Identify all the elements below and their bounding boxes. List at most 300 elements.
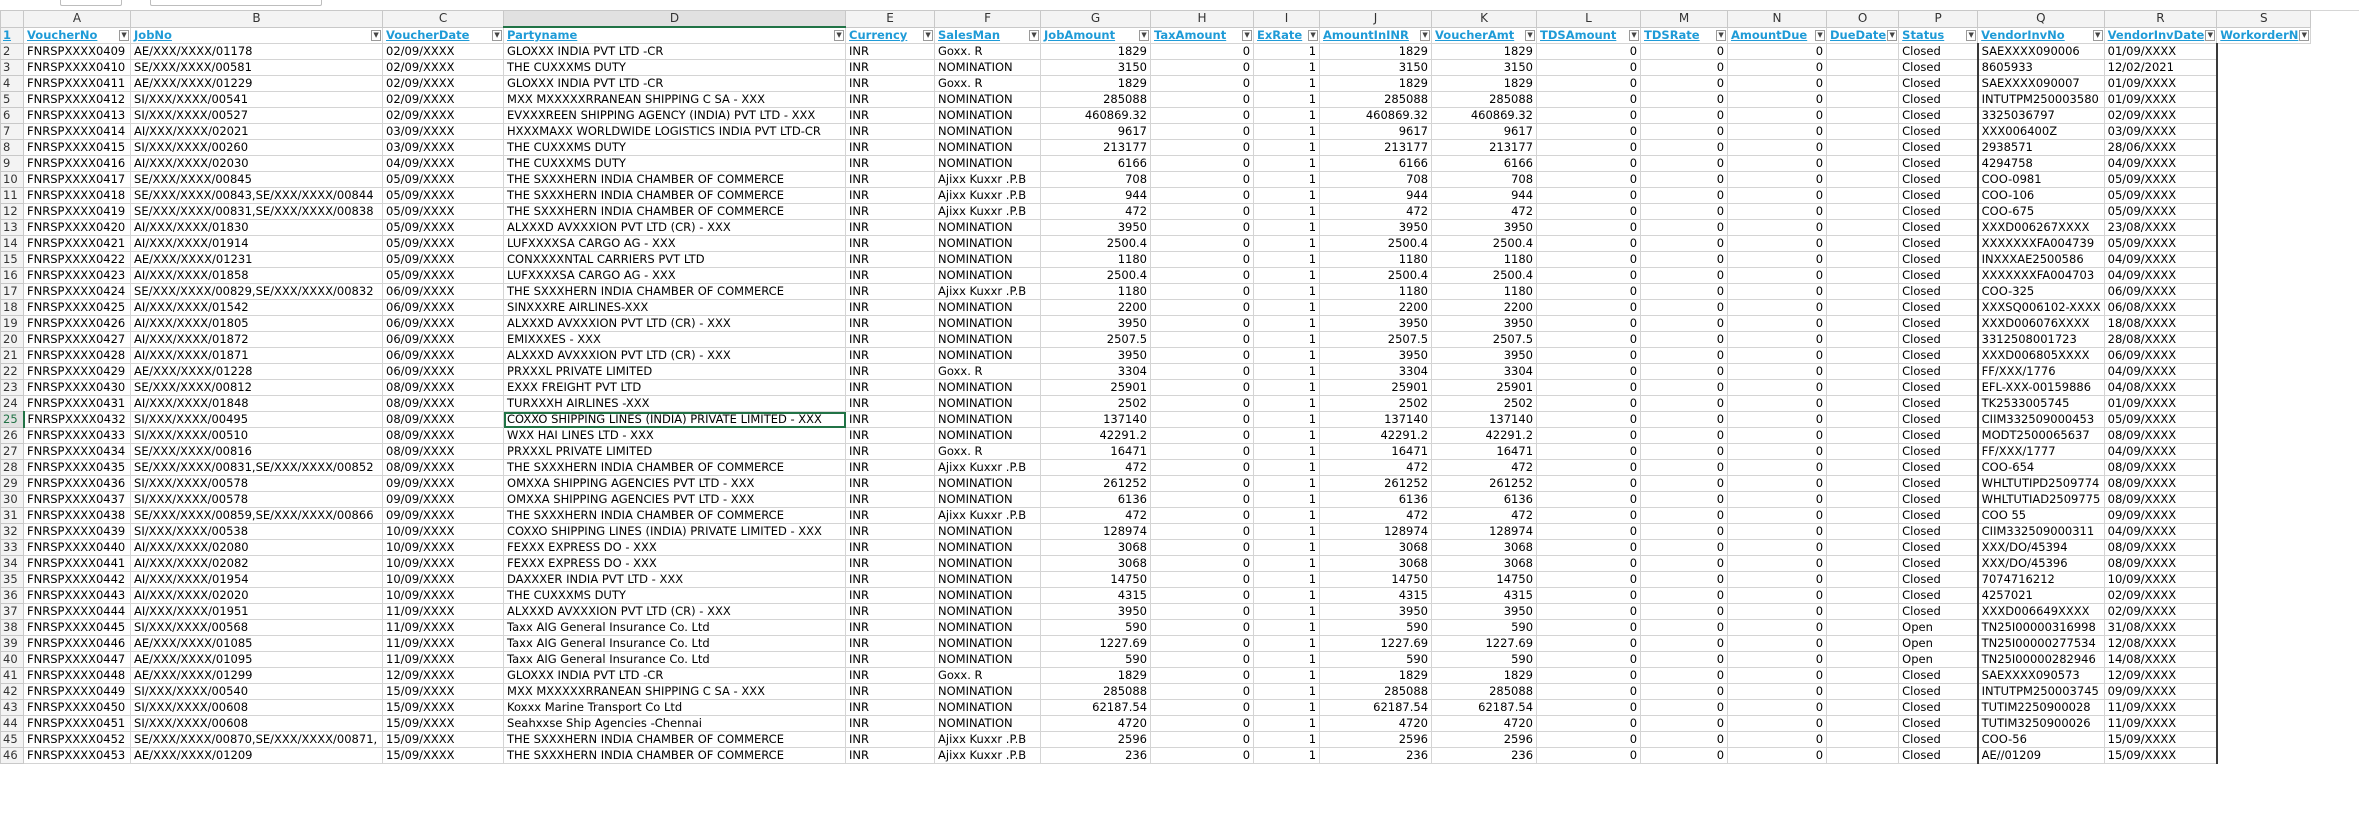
cell-voucherdate[interactable]: 09/09/XXXX	[383, 508, 504, 524]
cell-voucherdate[interactable]: 02/09/XXXX	[383, 44, 504, 60]
cell-vendorinvdate[interactable]: 08/09/XXXX	[2104, 492, 2217, 508]
cell-tdsrate[interactable]: 0	[1641, 124, 1728, 140]
cell-tdsrate[interactable]: 0	[1641, 364, 1728, 380]
cell-salesman[interactable]: NOMINATION	[935, 524, 1041, 540]
cell-duedate[interactable]	[1827, 700, 1899, 716]
cell-voucherdate[interactable]: 11/09/XXXX	[383, 604, 504, 620]
row-number[interactable]: 12	[1, 204, 24, 220]
cell-jobamount[interactable]: 213177	[1041, 140, 1151, 156]
cell-tdsamount[interactable]: 0	[1537, 620, 1641, 636]
cell-voucherno[interactable]: FNRSPXXXX0453	[24, 748, 131, 764]
cell-exrate[interactable]: 1	[1254, 92, 1320, 108]
cell-status[interactable]: Closed	[1899, 540, 1978, 556]
cell-jobno[interactable]: SE/XXX/XXXX/00581	[131, 60, 383, 76]
cell-voucheramt[interactable]: 944	[1432, 188, 1537, 204]
cell-jobamount[interactable]: 944	[1041, 188, 1151, 204]
cell-taxamount[interactable]: 0	[1151, 700, 1254, 716]
cell-amountdue[interactable]: 0	[1728, 748, 1827, 764]
cell-amountdue[interactable]: 0	[1728, 220, 1827, 236]
cell-amountininr[interactable]: 236	[1320, 748, 1432, 764]
cell-amountininr[interactable]: 2502	[1320, 396, 1432, 412]
cell-salesman[interactable]: NOMINATION	[935, 428, 1041, 444]
cell-jobamount[interactable]: 472	[1041, 508, 1151, 524]
cell-voucherdate[interactable]: 05/09/XXXX	[383, 252, 504, 268]
row-number[interactable]: 23	[1, 380, 24, 396]
cell-taxamount[interactable]: 0	[1151, 492, 1254, 508]
cell-taxamount[interactable]: 0	[1151, 508, 1254, 524]
cell-tdsrate[interactable]: 0	[1641, 492, 1728, 508]
cell-jobno[interactable]: SE/XXX/XXXX/00812	[131, 380, 383, 396]
column-header-s[interactable]: S	[2217, 11, 2311, 28]
cell-duedate[interactable]	[1827, 188, 1899, 204]
cell-exrate[interactable]: 1	[1254, 236, 1320, 252]
cell-vendorinvdate[interactable]: 03/09/XXXX	[2104, 124, 2217, 140]
cell-salesman[interactable]: Ajixx Kuxxr .P.B	[935, 204, 1041, 220]
cell-amountininr[interactable]: 3150	[1320, 60, 1432, 76]
cell-taxamount[interactable]: 0	[1151, 92, 1254, 108]
column-header-l[interactable]: L	[1537, 11, 1641, 28]
cell-duedate[interactable]	[1827, 140, 1899, 156]
cell-voucheramt[interactable]: 1180	[1432, 252, 1537, 268]
cell-currency[interactable]: INR	[846, 572, 935, 588]
cell-currency[interactable]: INR	[846, 300, 935, 316]
cell-taxamount[interactable]: 0	[1151, 524, 1254, 540]
row-number[interactable]: 15	[1, 252, 24, 268]
cell-taxamount[interactable]: 0	[1151, 108, 1254, 124]
cell-partyname[interactable]: MXX MXXXXXRRANEAN SHIPPING C SA - XXX	[504, 684, 846, 700]
cell-duedate[interactable]	[1827, 364, 1899, 380]
cell-vendorinvno[interactable]: 3325036797	[1978, 108, 2104, 124]
cell-jobamount[interactable]: 1180	[1041, 252, 1151, 268]
cell-amountdue[interactable]: 0	[1728, 444, 1827, 460]
cell-tdsamount[interactable]: 0	[1537, 140, 1641, 156]
cell-currency[interactable]: INR	[846, 668, 935, 684]
cell-status[interactable]: Closed	[1899, 492, 1978, 508]
cell-voucheramt[interactable]: 42291.2	[1432, 428, 1537, 444]
cell-amountdue[interactable]: 0	[1728, 540, 1827, 556]
cell-duedate[interactable]	[1827, 156, 1899, 172]
cell-currency[interactable]: INR	[846, 268, 935, 284]
header-cell-vendorinvno[interactable]	[1978, 27, 2104, 44]
cell-voucheramt[interactable]: 25901	[1432, 380, 1537, 396]
cell-jobamount[interactable]: 261252	[1041, 476, 1151, 492]
cell-taxamount[interactable]: 0	[1151, 316, 1254, 332]
cell-duedate[interactable]	[1827, 620, 1899, 636]
cell-tdsamount[interactable]: 0	[1537, 348, 1641, 364]
cell-tdsamount[interactable]: 0	[1537, 124, 1641, 140]
cell-voucherno[interactable]: FNRSPXXXX0432	[24, 412, 131, 428]
cell-currency[interactable]: INR	[846, 476, 935, 492]
cell-jobno[interactable]: SE/XXX/XXXX/00816	[131, 444, 383, 460]
cell-voucheramt[interactable]: 3150	[1432, 60, 1537, 76]
cell-salesman[interactable]: Goxx. R	[935, 76, 1041, 92]
cell-tdsamount[interactable]: 0	[1537, 396, 1641, 412]
cell-vendorinvno[interactable]: 8605933	[1978, 60, 2104, 76]
cell-vendorinvno[interactable]: TN25I00000277534	[1978, 636, 2104, 652]
cell-tdsrate[interactable]: 0	[1641, 252, 1728, 268]
cell-amountininr[interactable]: 9617	[1320, 124, 1432, 140]
cell-voucherdate[interactable]: 08/09/XXXX	[383, 428, 504, 444]
cell-voucherno[interactable]: FNRSPXXXX0444	[24, 604, 131, 620]
cell-vendorinvdate[interactable]: 12/08/XXXX	[2104, 636, 2217, 652]
cell-partyname[interactable]: THE SXXXHERN INDIA CHAMBER OF COMMERCE	[504, 508, 846, 524]
cell-vendorinvdate[interactable]: 01/09/XXXX	[2104, 396, 2217, 412]
cell-jobno[interactable]: SE/XXX/XXXX/00845	[131, 172, 383, 188]
cell-exrate[interactable]: 1	[1254, 636, 1320, 652]
cell-taxamount[interactable]: 0	[1151, 460, 1254, 476]
row-number[interactable]: 1	[1, 27, 24, 44]
cell-tdsamount[interactable]: 0	[1537, 156, 1641, 172]
cell-amountdue[interactable]: 0	[1728, 316, 1827, 332]
row-number[interactable]: 41	[1, 668, 24, 684]
cell-duedate[interactable]	[1827, 492, 1899, 508]
cell-vendorinvno[interactable]: COO-0981	[1978, 172, 2104, 188]
header-cell-amountdue[interactable]	[1728, 27, 1827, 44]
cell-vendorinvno[interactable]: TN25I00000282946	[1978, 652, 2104, 668]
cell-currency[interactable]: INR	[846, 364, 935, 380]
cell-jobno[interactable]: SI/XXX/XXXX/00260	[131, 140, 383, 156]
cell-tdsrate[interactable]: 0	[1641, 476, 1728, 492]
cell-voucheramt[interactable]: 2596	[1432, 732, 1537, 748]
cell-jobno[interactable]: AI/XXX/XXXX/01951	[131, 604, 383, 620]
cell-salesman[interactable]: NOMINATION	[935, 348, 1041, 364]
cell-currency[interactable]: INR	[846, 444, 935, 460]
cell-taxamount[interactable]: 0	[1151, 348, 1254, 364]
cell-voucheramt[interactable]: 708	[1432, 172, 1537, 188]
cell-salesman[interactable]: NOMINATION	[935, 380, 1041, 396]
cell-amountdue[interactable]: 0	[1728, 44, 1827, 60]
cell-taxamount[interactable]: 0	[1151, 252, 1254, 268]
cell-taxamount[interactable]: 0	[1151, 556, 1254, 572]
cell-tdsamount[interactable]: 0	[1537, 604, 1641, 620]
filter-dropdown-icon[interactable]: ▼	[2299, 30, 2309, 41]
cell-vendorinvdate[interactable]: 15/09/XXXX	[2104, 748, 2217, 764]
cell-voucheramt[interactable]: 2500.4	[1432, 236, 1537, 252]
cell-voucherdate[interactable]: 06/09/XXXX	[383, 300, 504, 316]
filter-dropdown-icon[interactable]: ▼	[1139, 30, 1149, 41]
cell-voucherdate[interactable]: 11/09/XXXX	[383, 620, 504, 636]
cell-partyname[interactable]: THE SXXXHERN INDIA CHAMBER OF COMMERCE	[504, 732, 846, 748]
cell-voucheramt[interactable]: 590	[1432, 620, 1537, 636]
cell-jobno[interactable]: SI/XXX/XXXX/00510	[131, 428, 383, 444]
cell-exrate[interactable]: 1	[1254, 508, 1320, 524]
cell-partyname[interactable]: GLOXXX INDIA PVT LTD -CR	[504, 76, 846, 92]
filter-dropdown-icon[interactable]: ▼	[923, 30, 933, 41]
cell-tdsamount[interactable]: 0	[1537, 476, 1641, 492]
cell-partyname[interactable]: OMXXA SHIPPING AGENCIES PVT LTD - XXX	[504, 492, 846, 508]
cell-voucherno[interactable]: FNRSPXXXX0419	[24, 204, 131, 220]
cell-voucherdate[interactable]: 10/09/XXXX	[383, 524, 504, 540]
cell-voucherdate[interactable]: 11/09/XXXX	[383, 636, 504, 652]
row-number[interactable]: 36	[1, 588, 24, 604]
filter-dropdown-icon[interactable]: ▼	[371, 30, 381, 41]
cell-salesman[interactable]: NOMINATION	[935, 716, 1041, 732]
cell-currency[interactable]: INR	[846, 620, 935, 636]
cell-vendorinvno[interactable]: XXXD006267XXXX	[1978, 220, 2104, 236]
cell-voucherdate[interactable]: 11/09/XXXX	[383, 652, 504, 668]
cell-voucherno[interactable]: FNRSPXXXX0415	[24, 140, 131, 156]
cell-jobamount[interactable]: 3950	[1041, 316, 1151, 332]
cell-tdsrate[interactable]: 0	[1641, 588, 1728, 604]
cell-jobamount[interactable]: 236	[1041, 748, 1151, 764]
cell-amountdue[interactable]: 0	[1728, 476, 1827, 492]
cell-amountininr[interactable]: 16471	[1320, 444, 1432, 460]
cell-jobamount[interactable]: 25901	[1041, 380, 1151, 396]
cell-amountdue[interactable]: 0	[1728, 524, 1827, 540]
cell-voucherno[interactable]: FNRSPXXXX0452	[24, 732, 131, 748]
cell-voucherno[interactable]: FNRSPXXXX0411	[24, 76, 131, 92]
cell-tdsrate[interactable]: 0	[1641, 220, 1728, 236]
cell-taxamount[interactable]: 0	[1151, 444, 1254, 460]
cell-vendorinvdate[interactable]: 18/08/XXXX	[2104, 316, 2217, 332]
cell-vendorinvno[interactable]: XXX/DO/45394	[1978, 540, 2104, 556]
cell-voucherno[interactable]: FNRSPXXXX0418	[24, 188, 131, 204]
row-number[interactable]: 35	[1, 572, 24, 588]
cell-duedate[interactable]	[1827, 204, 1899, 220]
cell-taxamount[interactable]: 0	[1151, 476, 1254, 492]
cell-jobamount[interactable]: 3950	[1041, 348, 1151, 364]
cell-status[interactable]: Closed	[1899, 108, 1978, 124]
cell-vendorinvno[interactable]: SAEXXXX090006	[1978, 44, 2104, 60]
cell-status[interactable]: Closed	[1899, 604, 1978, 620]
cell-voucherdate[interactable]: 06/09/XXXX	[383, 316, 504, 332]
cell-taxamount[interactable]: 0	[1151, 732, 1254, 748]
cell-voucherdate[interactable]: 10/09/XXXX	[383, 588, 504, 604]
cell-jobno[interactable]: AE/XXX/XXXX/01228	[131, 364, 383, 380]
cell-duedate[interactable]	[1827, 124, 1899, 140]
cell-amountininr[interactable]: 2500.4	[1320, 268, 1432, 284]
cell-status[interactable]: Closed	[1899, 156, 1978, 172]
cell-tdsrate[interactable]: 0	[1641, 156, 1728, 172]
cell-duedate[interactable]	[1827, 716, 1899, 732]
cell-tdsrate[interactable]: 0	[1641, 204, 1728, 220]
cell-tdsamount[interactable]: 0	[1537, 108, 1641, 124]
cell-salesman[interactable]: NOMINATION	[935, 332, 1041, 348]
cell-vendorinvdate[interactable]: 12/09/XXXX	[2104, 668, 2217, 684]
cell-salesman[interactable]: NOMINATION	[935, 300, 1041, 316]
row-number[interactable]: 14	[1, 236, 24, 252]
cell-voucheramt[interactable]: 3950	[1432, 604, 1537, 620]
cell-jobamount[interactable]: 285088	[1041, 684, 1151, 700]
cell-exrate[interactable]: 1	[1254, 140, 1320, 156]
cell-status[interactable]: Closed	[1899, 252, 1978, 268]
cell-exrate[interactable]: 1	[1254, 444, 1320, 460]
cell-voucherdate[interactable]: 09/09/XXXX	[383, 492, 504, 508]
cell-amountdue[interactable]: 0	[1728, 508, 1827, 524]
cell-jobno[interactable]: AI/XXX/XXXX/01858	[131, 268, 383, 284]
cell-currency[interactable]: INR	[846, 252, 935, 268]
cell-amountininr[interactable]: 1829	[1320, 76, 1432, 92]
cell-exrate[interactable]: 1	[1254, 572, 1320, 588]
cell-voucherdate[interactable]: 10/09/XXXX	[383, 540, 504, 556]
cell-status[interactable]: Closed	[1899, 668, 1978, 684]
cell-vendorinvno[interactable]: XXXXXXXFA004703	[1978, 268, 2104, 284]
cell-currency[interactable]: INR	[846, 636, 935, 652]
cell-status[interactable]: Closed	[1899, 236, 1978, 252]
cell-jobno[interactable]: AI/XXX/XXXX/01830	[131, 220, 383, 236]
cell-tdsrate[interactable]: 0	[1641, 572, 1728, 588]
cell-taxamount[interactable]: 0	[1151, 220, 1254, 236]
cell-voucherdate[interactable]: 02/09/XXXX	[383, 108, 504, 124]
cell-tdsamount[interactable]: 0	[1537, 492, 1641, 508]
cell-voucherno[interactable]: FNRSPXXXX0416	[24, 156, 131, 172]
header-cell-tdsamount[interactable]	[1537, 27, 1641, 44]
cell-taxamount[interactable]: 0	[1151, 364, 1254, 380]
cell-duedate[interactable]	[1827, 652, 1899, 668]
cell-amountininr[interactable]: 1227.69	[1320, 636, 1432, 652]
row-number[interactable]: 32	[1, 524, 24, 540]
column-header-k[interactable]: K	[1432, 11, 1537, 28]
cell-status[interactable]: Closed	[1899, 348, 1978, 364]
cell-tdsrate[interactable]: 0	[1641, 300, 1728, 316]
cell-jobamount[interactable]: 1227.69	[1041, 636, 1151, 652]
name-box[interactable]	[60, 0, 122, 6]
cell-tdsamount[interactable]: 0	[1537, 220, 1641, 236]
cell-voucherdate[interactable]: 02/09/XXXX	[383, 76, 504, 92]
cell-exrate[interactable]: 1	[1254, 556, 1320, 572]
cell-tdsamount[interactable]: 0	[1537, 252, 1641, 268]
column-header-c[interactable]: C	[383, 11, 504, 28]
cell-currency[interactable]: INR	[846, 700, 935, 716]
cell-jobamount[interactable]: 62187.54	[1041, 700, 1151, 716]
cell-amountininr[interactable]: 42291.2	[1320, 428, 1432, 444]
cell-tdsrate[interactable]: 0	[1641, 636, 1728, 652]
cell-amountininr[interactable]: 261252	[1320, 476, 1432, 492]
cell-jobamount[interactable]: 1829	[1041, 44, 1151, 60]
cell-currency[interactable]: INR	[846, 172, 935, 188]
cell-partyname[interactable]: EVXXXREEN SHIPPING AGENCY (INDIA) PVT LTD - XXX	[504, 108, 846, 124]
row-number[interactable]: 25	[1, 412, 24, 428]
cell-vendorinvno[interactable]: XXX/DO/45396	[1978, 556, 2104, 572]
cell-voucheramt[interactable]: 3068	[1432, 556, 1537, 572]
cell-jobno[interactable]: AI/XXX/XXXX/02020	[131, 588, 383, 604]
cell-partyname[interactable]: ALXXXD AVXXXION PVT LTD (CR) - XXX	[504, 348, 846, 364]
cell-jobamount[interactable]: 16471	[1041, 444, 1151, 460]
cell-partyname[interactable]: DAXXXER INDIA PVT LTD - XXX	[504, 572, 846, 588]
cell-vendorinvdate[interactable]: 09/09/XXXX	[2104, 508, 2217, 524]
cell-salesman[interactable]: NOMINATION	[935, 636, 1041, 652]
cell-status[interactable]: Closed	[1899, 60, 1978, 76]
cell-duedate[interactable]	[1827, 92, 1899, 108]
cell-salesman[interactable]: NOMINATION	[935, 572, 1041, 588]
cell-exrate[interactable]: 1	[1254, 156, 1320, 172]
cell-jobno[interactable]: SI/XXX/XXXX/00568	[131, 620, 383, 636]
cell-exrate[interactable]: 1	[1254, 620, 1320, 636]
cell-tdsamount[interactable]: 0	[1537, 76, 1641, 92]
cell-salesman[interactable]: NOMINATION	[935, 700, 1041, 716]
cell-partyname[interactable]: Taxx AIG General Insurance Co. Ltd	[504, 620, 846, 636]
cell-jobno[interactable]: AI/XXX/XXXX/01871	[131, 348, 383, 364]
cell-voucheramt[interactable]: 261252	[1432, 476, 1537, 492]
cell-amountdue[interactable]: 0	[1728, 684, 1827, 700]
column-header-r[interactable]: R	[2104, 11, 2217, 28]
cell-exrate[interactable]: 1	[1254, 316, 1320, 332]
cell-vendorinvno[interactable]: INTUTPM250003580	[1978, 92, 2104, 108]
cell-exrate[interactable]: 1	[1254, 364, 1320, 380]
cell-tdsrate[interactable]: 0	[1641, 316, 1728, 332]
filter-dropdown-icon[interactable]: ▼	[1716, 30, 1726, 41]
cell-jobno[interactable]: AI/XXX/XXXX/02080	[131, 540, 383, 556]
filter-dropdown-icon[interactable]: ▼	[2093, 30, 2103, 41]
cell-voucheramt[interactable]: 213177	[1432, 140, 1537, 156]
cell-currency[interactable]: INR	[846, 124, 935, 140]
cell-salesman[interactable]: Goxx. R	[935, 444, 1041, 460]
cell-amountdue[interactable]: 0	[1728, 124, 1827, 140]
cell-partyname[interactable]: COXXO SHIPPING LINES (INDIA) PRIVATE LIMITED - XXX	[504, 524, 846, 540]
row-number[interactable]: 40	[1, 652, 24, 668]
cell-voucherdate[interactable]: 04/09/XXXX	[383, 156, 504, 172]
cell-vendorinvno[interactable]: 3312508001723	[1978, 332, 2104, 348]
cell-vendorinvno[interactable]: XXXD006076XXXX	[1978, 316, 2104, 332]
cell-vendorinvdate[interactable]: 08/09/XXXX	[2104, 540, 2217, 556]
cell-taxamount[interactable]: 0	[1151, 684, 1254, 700]
cell-vendorinvno[interactable]: XXXD006649XXXX	[1978, 604, 2104, 620]
cell-jobno[interactable]: AI/XXX/XXXX/01954	[131, 572, 383, 588]
row-number[interactable]: 16	[1, 268, 24, 284]
cell-currency[interactable]: INR	[846, 140, 935, 156]
cell-jobno[interactable]: SE/XXX/XXXX/00859,SE/XXX/XXXX/00866	[131, 508, 383, 524]
cell-amountdue[interactable]: 0	[1728, 140, 1827, 156]
cell-salesman[interactable]: NOMINATION	[935, 236, 1041, 252]
cell-salesman[interactable]: NOMINATION	[935, 252, 1041, 268]
cell-jobamount[interactable]: 6166	[1041, 156, 1151, 172]
cell-voucheramt[interactable]: 4720	[1432, 716, 1537, 732]
cell-amountdue[interactable]: 0	[1728, 188, 1827, 204]
cell-jobamount[interactable]: 285088	[1041, 92, 1151, 108]
cell-tdsrate[interactable]: 0	[1641, 172, 1728, 188]
row-number[interactable]: 34	[1, 556, 24, 572]
cell-jobno[interactable]: SE/XXX/XXXX/00831,SE/XXX/XXXX/00838	[131, 204, 383, 220]
cell-amountininr[interactable]: 14750	[1320, 572, 1432, 588]
cell-taxamount[interactable]: 0	[1151, 60, 1254, 76]
cell-currency[interactable]: INR	[846, 76, 935, 92]
cell-amountininr[interactable]: 3950	[1320, 220, 1432, 236]
cell-amountininr[interactable]: 708	[1320, 172, 1432, 188]
cell-exrate[interactable]: 1	[1254, 396, 1320, 412]
cell-tdsamount[interactable]: 0	[1537, 60, 1641, 76]
cell-currency[interactable]: INR	[846, 332, 935, 348]
cell-exrate[interactable]: 1	[1254, 204, 1320, 220]
cell-salesman[interactable]: NOMINATION	[935, 588, 1041, 604]
cell-voucherdate[interactable]: 08/09/XXXX	[383, 396, 504, 412]
cell-jobno[interactable]: AI/XXX/XXXX/02082	[131, 556, 383, 572]
cell-currency[interactable]: INR	[846, 652, 935, 668]
cell-currency[interactable]: INR	[846, 396, 935, 412]
cell-voucheramt[interactable]: 6136	[1432, 492, 1537, 508]
header-cell-salesman[interactable]	[935, 27, 1041, 44]
cell-amountininr[interactable]: 285088	[1320, 92, 1432, 108]
cell-voucheramt[interactable]: 137140	[1432, 412, 1537, 428]
cell-voucherdate[interactable]: 15/09/XXXX	[383, 748, 504, 764]
cell-amountdue[interactable]: 0	[1728, 76, 1827, 92]
cell-vendorinvno[interactable]: TUTIM2250900028	[1978, 700, 2104, 716]
cell-vendorinvno[interactable]: MODT2500065637	[1978, 428, 2104, 444]
cell-currency[interactable]: INR	[846, 460, 935, 476]
cell-voucherdate[interactable]: 05/09/XXXX	[383, 172, 504, 188]
cell-duedate[interactable]	[1827, 220, 1899, 236]
cell-partyname[interactable]: PRXXXL PRIVATE LIMITED	[504, 364, 846, 380]
cell-voucherdate[interactable]: 12/09/XXXX	[383, 668, 504, 684]
cell-jobamount[interactable]: 1829	[1041, 76, 1151, 92]
cell-currency[interactable]: INR	[846, 188, 935, 204]
cell-vendorinvdate[interactable]: 11/09/XXXX	[2104, 700, 2217, 716]
cell-status[interactable]: Closed	[1899, 220, 1978, 236]
cell-vendorinvdate[interactable]: 08/09/XXXX	[2104, 428, 2217, 444]
cell-taxamount[interactable]: 0	[1151, 204, 1254, 220]
cell-taxamount[interactable]: 0	[1151, 300, 1254, 316]
cell-amountininr[interactable]: 1829	[1320, 668, 1432, 684]
cell-amountdue[interactable]: 0	[1728, 652, 1827, 668]
